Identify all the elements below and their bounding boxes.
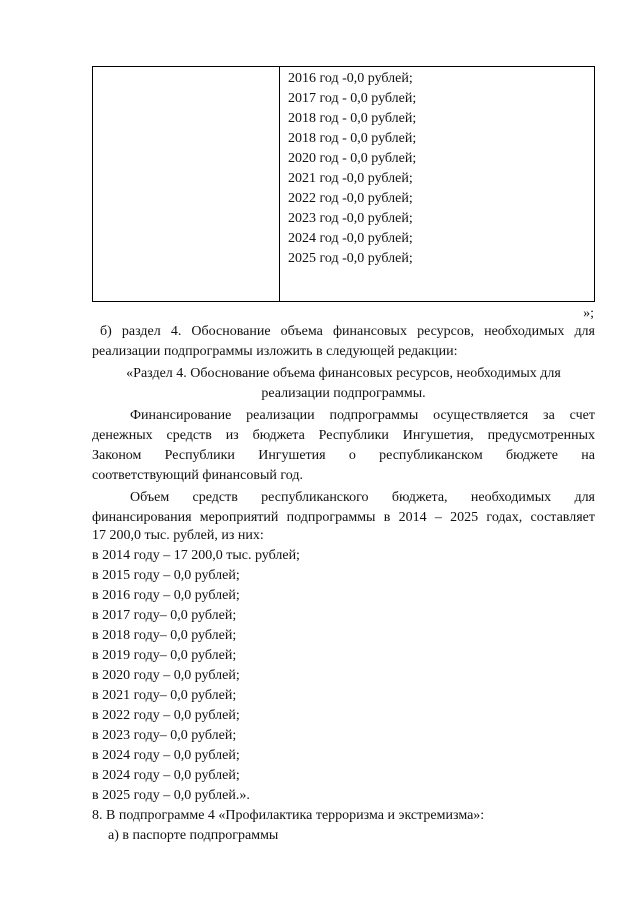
table-row: 2016 год -0,0 рублей; (288, 71, 413, 86)
financing-line1: Финансирование реализации подпрограммы осуществляется за счет (130, 408, 595, 423)
financing-line4: соответствующий финансовый год. (92, 468, 303, 483)
year-line: в 2014 году – 17 200,0 тыс. рублей; (92, 548, 300, 563)
table-row: 2025 год -0,0 рублей; (288, 251, 413, 266)
table-close-quote: »; (583, 306, 594, 321)
item-8-heading: 8. В подпрограмме 4 «Профилактика терроризма и экстремизма»: (92, 808, 485, 823)
financing-table (92, 66, 595, 302)
item-a-line: а) в паспорте подпрограммы (108, 828, 279, 843)
year-line: в 2025 году – 0,0 рублей.». (92, 788, 250, 803)
year-line: в 2023 году– 0,0 рублей; (92, 728, 237, 743)
table-row: 2018 год - 0,0 рублей; (288, 111, 417, 126)
table-row: 2022 год -0,0 рублей; (288, 191, 413, 206)
year-line: в 2022 году – 0,0 рублей; (92, 708, 240, 723)
section-b-line2: реализации подпрограммы изложить в следующей редакции: (92, 344, 458, 359)
year-line: в 2020 году – 0,0 рублей; (92, 668, 240, 683)
volume-line3: 17 200,0 тыс. рублей, из них: (92, 528, 264, 543)
year-line: в 2021 году– 0,0 рублей; (92, 688, 237, 703)
year-line: в 2024 году – 0,0 рублей; (92, 768, 240, 783)
table-row: 2018 год - 0,0 рублей; (288, 131, 417, 146)
year-line: в 2017 году– 0,0 рублей; (92, 608, 237, 623)
volume-line2: финансирования мероприятий подпрограммы в 2014 – 2025 годах, составляет (92, 510, 595, 525)
year-line: в 2019 году– 0,0 рублей; (92, 648, 237, 663)
year-line: в 2024 году – 0,0 рублей; (92, 748, 240, 763)
year-line: в 2016 году – 0,0 рублей; (92, 588, 240, 603)
year-line: в 2018 году– 0,0 рублей; (92, 628, 237, 643)
table-right-cell (280, 67, 594, 301)
table-row: 2017 год - 0,0 рублей; (288, 91, 417, 106)
year-line: в 2015 году – 0,0 рублей; (92, 568, 240, 583)
financing-line2: денежных средств из бюджета Республики Ингушетия, предусмотренных (92, 428, 595, 443)
section-title-line1: «Раздел 4. Обоснование объема финансовых ресурсов, необходимых для (126, 366, 561, 381)
table-row: 2021 год -0,0 рублей; (288, 171, 413, 186)
section-title-line2: реализации подпрограммы. (261, 386, 426, 401)
volume-line1: Объем средств республиканского бюджета, необходимых для (130, 490, 595, 505)
table-row: 2020 год - 0,0 рублей; (288, 151, 417, 166)
section-b-line1: б) раздел 4. Обоснование объема финансовых ресурсов, необходимых для (100, 324, 595, 339)
financing-line3: Законом Республики Ингушетия о республиканском бюджете на (92, 448, 595, 463)
table-row: 2023 год -0,0 рублей; (288, 211, 413, 226)
table-row: 2024 год -0,0 рублей; (288, 231, 413, 246)
table-left-cell (93, 67, 280, 301)
